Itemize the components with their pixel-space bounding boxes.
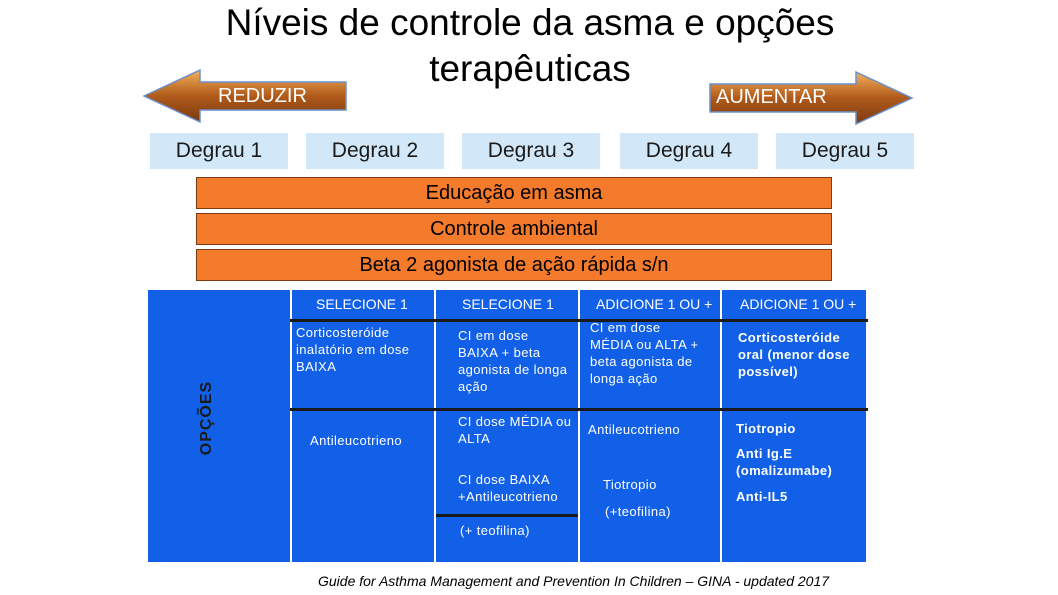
bar-environment: Controle ambiental (196, 213, 832, 245)
option-tiotropium: Tiotropio (736, 421, 796, 436)
row-divider (290, 408, 868, 411)
option-tiotropium: Tiotropio (603, 477, 657, 492)
column-divider (720, 290, 722, 562)
row-divider (436, 514, 578, 517)
column-header-step3: SELECIONE 1 (462, 296, 554, 312)
column-header-step4: ADICIONE 1 OU + (596, 296, 713, 312)
step-1: Degrau 1 (150, 133, 288, 169)
increase-label: AUMENTAR (716, 86, 827, 108)
option-ci-low-antileukotriene: CI dose BAIXA +Antileucotrieno (458, 472, 558, 504)
column-header-step2: SELECIONE 1 (316, 296, 408, 312)
column-divider (434, 290, 436, 562)
page-title: Níveis de controle da asma e opções terapêuticas (225, 2, 835, 89)
bar-education: Educação em asma (196, 177, 832, 209)
option-anti-il5: Anti-IL5 (736, 489, 788, 504)
column-header-step5: ADICIONE 1 OU + (740, 296, 857, 312)
header-divider (290, 319, 868, 322)
reduce-label: REDUZIR (218, 85, 307, 107)
option-anti-ige: Anti Ig.E (omalizumabe) (736, 446, 833, 478)
step-3: Degrau 3 (462, 133, 600, 169)
source-citation: Guide for Asthma Management and Prevention In Children – GINA - updated 2017 (318, 573, 830, 589)
options-label: OPÇÕES (198, 380, 215, 456)
option-ci-low-dose: Corticosteróide inalatório em dose BAIXA (296, 325, 410, 374)
option-oral-corticosteroid: Corticosteróide oral (menor dose possível) (738, 330, 850, 379)
step-2: Degrau 2 (306, 133, 444, 169)
option-ci-medium-high-laba: CI em dose MÉDIA ou ALTA + beta agonista de longa ação (590, 320, 699, 386)
option-ci-low-laba: CI em dose BAIXA + beta agonista de longa ação (458, 328, 568, 394)
option-antileukotriene: Antileucotrieno (588, 422, 680, 437)
option-ci-medium-high: CI dose MÉDIA ou ALTA (458, 414, 572, 446)
bar-beta2: Beta 2 agonista de ação rápida s/n (196, 249, 832, 281)
step-4: Degrau 4 (620, 133, 758, 169)
option-theophylline: (+ teofilina) (460, 523, 530, 538)
column-divider (290, 290, 292, 562)
step-5: Degrau 5 (776, 133, 914, 169)
option-theophylline: (+teofilina) (605, 504, 671, 519)
option-antileukotriene: Antileucotrieno (310, 433, 402, 448)
